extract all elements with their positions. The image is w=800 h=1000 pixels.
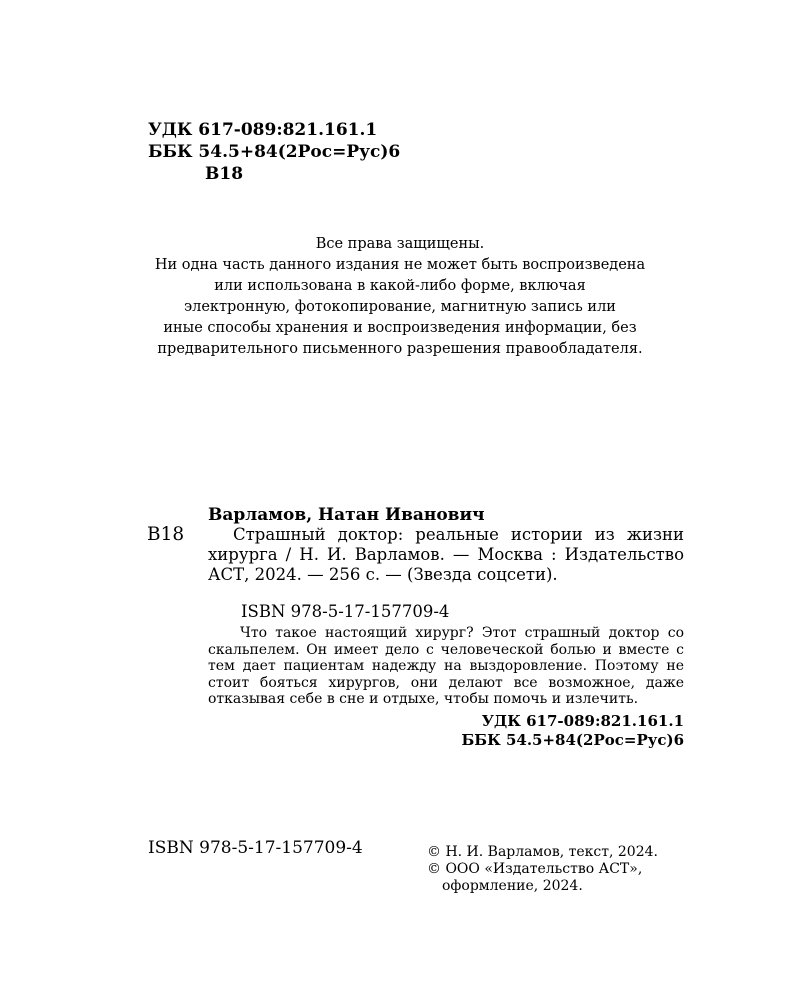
udk-code: УДК 617-089:821.161.1	[148, 120, 378, 140]
copyright-publisher: © ООО «Издательство АСТ»,	[427, 861, 643, 877]
copyright-block	[427, 844, 658, 895]
card-udk: УДК 617-089:821.161.1	[481, 712, 684, 730]
rights-line: Ни одна часть данного издания не может быть воспроизведена	[154, 257, 646, 273]
rights-line: электронную, фотокопирование, магнитную запись или	[184, 299, 616, 315]
card-author: Варламов, Натан Иванович	[208, 505, 485, 525]
author-mark: В18	[205, 164, 244, 184]
card-annotation: Что такое настоящий хирург? Этот страшный доктор со скальпелем. Он имеет дело с человеческой болью и вместе с тем дает пациентам надежду на выздоровление. Поэтому не стоит бояться хирургов, они делают все возможное, даже отказывая себе в сне и отдыхе, чтобы помочь и излечить.	[208, 625, 684, 707]
rights-line: или использована в какой-либо форме, включая	[214, 278, 586, 294]
rights-line: Все права защищены.	[315, 236, 485, 252]
card-bbk: ББК 54.5+84(2Рос=Рус)6	[461, 731, 684, 749]
rights-line: предварительного письменного разрешения правообладателя.	[157, 341, 643, 357]
card-description: Страшный доктор: реальные истории из жизни хирурга / Н. И. Варламов. — Москва : Издательство АСТ, 2024. — 256 с. — (Звезда соцсети).	[208, 525, 684, 584]
rights-line: иные способы хранения и воспроизведения информации, без	[163, 320, 637, 336]
bbk-code: ББК 54.5+84(2Рос=Рус)6	[148, 142, 401, 162]
copyright-publisher-cont: оформление, 2024.	[442, 878, 583, 894]
card-isbn: ISBN 978-5-17-157709-4	[241, 602, 450, 621]
copyright-author: © Н. И. Варламов, текст, 2024.	[427, 844, 658, 860]
card-author-mark: В18	[147, 524, 185, 545]
footer-isbn: ISBN 978-5-17-157709-4	[148, 838, 363, 858]
rights-notice	[140, 234, 660, 360]
